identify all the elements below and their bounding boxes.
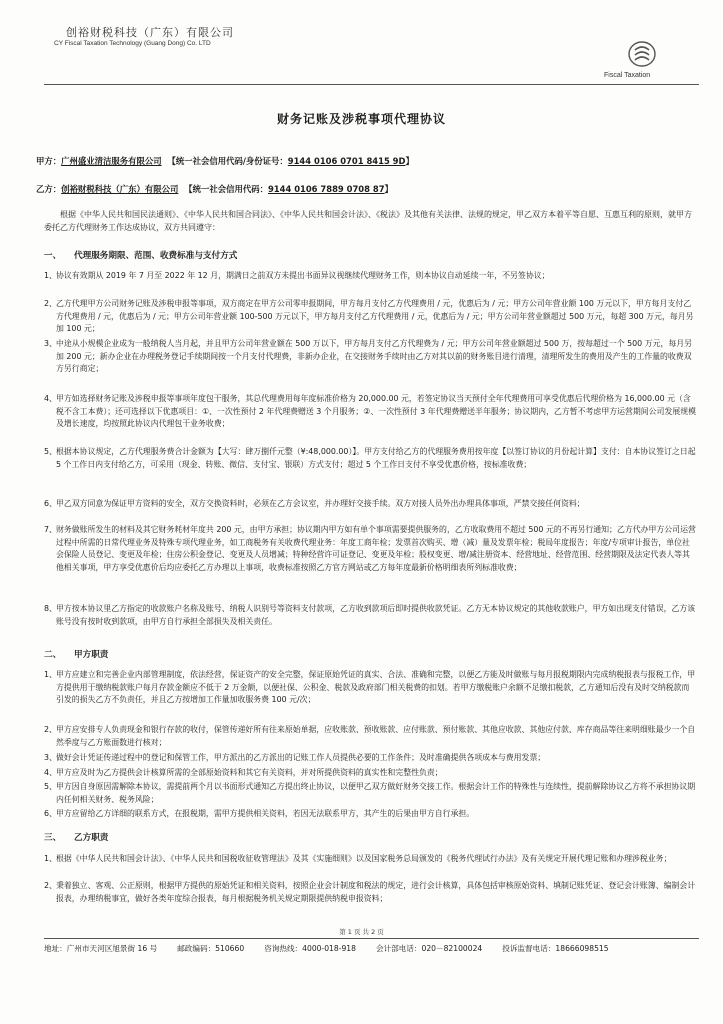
item-number: 4、 — [44, 768, 57, 777]
item-number: 6、 — [44, 499, 57, 508]
item-text: 秉着独立、客观、公正原则，根据甲方提供的原始凭证和相关资料，按照企业会计制度和税法的规定，进行会计核算，具体包括审核原始资料、填制记账凭证、登记会计账簿、编制会计报表，办理纳税事宜，做好各类年度综合报表，每月根据税务机关规定期限提供纳税申报资料； — [56, 881, 696, 903]
document-title: 财务记账及涉税事项代理协议 — [276, 112, 446, 126]
party-a-label: 甲方： — [36, 156, 62, 166]
item-text: 中途从小规模企业成为一般纳税人当月起，并且甲方公司年营业额在 500 万以下，甲方每月支付乙方代理费为 / 元；甲方公司年营业额超过 500 万，按每超过一个 500 万元，每月另加 200 元；新办企业在办理税务登记手续期间按一个月支付代理费，非新办企业，在交接财务手续时由乙方对其以前的财务账目进行清理，清理所发生的费用及产生的工作量的收费双方另行商定； — [56, 339, 693, 374]
item-number: 3、 — [44, 753, 57, 762]
party-a-code-end: 】 — [405, 156, 414, 166]
header-company-cn: 创裕财税科技（广东）有限公司 — [66, 26, 234, 39]
party-b-code-end: 】 — [384, 184, 393, 194]
header-company-en: CY Fiscal Taxation Technology (Guang Dong) Co. LTD — [54, 40, 211, 47]
section-1-item-7 — [44, 524, 696, 574]
section-3-title: 乙方职责 — [74, 833, 109, 843]
footer — [44, 943, 629, 954]
footer-address: 地址：广州市天河区旭景街 16 号 — [44, 944, 158, 953]
section-1-item-3 — [44, 338, 696, 376]
item-number: 1、 — [44, 271, 57, 280]
section-1-heading — [44, 249, 237, 261]
intro-paragraph: 根据《中华人民共和国民法通则》、《中华人民共和国合同法》、《中华人民共和国会计法》、《税法》及其他有关法律、法规的规定，甲乙双方本着平等自愿、互惠互利的原则，就甲方委托乙方代理财务工作达成协议，双方共同遵守： — [44, 210, 692, 232]
party-a-name: 广州盛业清洁服务有限公司 — [61, 156, 162, 166]
section-1-item-2 — [44, 298, 696, 336]
item-number: 5、 — [44, 447, 57, 456]
section-2-item-5 — [44, 781, 696, 806]
section-1-item-6 — [44, 498, 696, 511]
item-number: 4、 — [44, 394, 57, 403]
section-1-item-1 — [44, 270, 696, 283]
section-1-item-5 — [44, 446, 696, 471]
item-number: 1、 — [44, 670, 57, 679]
footer-divider — [44, 938, 699, 939]
item-number: 6、 — [44, 809, 57, 818]
section-2-title: 甲方职责 — [74, 650, 109, 660]
item-text: 甲方应留给乙方详细的联系方式，在报税期，需甲方提供相关资料，若因无法联系甲方，其产生的后果由甲方自行承担。 — [56, 809, 475, 818]
item-text: 根据本协议规定，乙方代理服务费合计金额为【大写：肆万捌仟元整（¥:48,000.00）】。甲方支付给乙方的代理服务费用按年度【以签订协议的月份起计算】支付：自本协议签订之日起 5 个工作日内支付给乙方，可采用（现金、转账、微信、支付宝、银联）方式支付；超过 5 个工作日支付不享受优惠价格，按标准收费； — [56, 447, 696, 469]
party-b-name: 创裕财税科技（广东）有限公司 — [61, 184, 179, 194]
item-text: 根据《中华人民共和国会计法》、《中华人民共和国税收征收管理法》及其《实施细则》以及国家税务总局颁发的《税务代理试行办法》及有关规定开展代理记账和办理涉税业务； — [56, 854, 672, 863]
section-2-item-4 — [44, 767, 696, 780]
item-text: 财务做账所发生的材料及其它财务耗材年度共 200 元，由甲方承担；协议期内甲方如有单个事项需要提供服务的，乙方收取费用不超过 500 元的不再另行通知；乙方代办甲方公司运营过程中所需的日常代理业务及特殊专项代理业务，如工商税务有关收费代理业务：年度工商年检；发票首次购买、增（减）量及发票年检；税局年度报告；年度/专项审计报告，单位社会保险人员登记、变更及年检；住房公积金登记、变更及人员增减；特种经营许可证登记、变更及年检；股权变更、增/减注册资本、经营地址、经营范围、经营期限及法定代表人等其他相关事项，甲方享受优惠价后均应委托乙方办理以上事项，收费标准按照乙方官方网站或乙方每年度最新价格明细表所列标准收费； — [56, 525, 696, 572]
section-1-num: 一、 — [44, 251, 62, 261]
section-2-item-6 — [44, 808, 696, 821]
section-1-title: 代理服务期限、范围、收费标准与支付方式 — [74, 251, 238, 261]
party-b — [36, 183, 393, 195]
item-number: 1、 — [44, 854, 57, 863]
item-number: 2、 — [44, 881, 57, 890]
section-2-item-2 — [44, 724, 696, 749]
item-text: 甲方如选择财务记账及涉税申报等事项年度包干服务，其总代理费用每年度标准价格为 20,000.00 元，若签定协议当天预付全年代理费用可享受优惠后代理价格为 16,000.00 元（含税不含工本费）；还可选择以下优惠项目：①、一次性预付 2 年代理费赠送 3 个月服务；②、一次性预付 3 年代理费赠送半年服务；协议期内，乙方暂不考虑甲方运营期间公司发展规模及增长速度，均按照此协议内代理包干业务收费； — [56, 394, 697, 429]
party-a-code: 9144 0106 0701 8415 9D — [287, 156, 406, 166]
section-1-item-4 — [44, 393, 696, 431]
item-text: 甲方应安排专人负责现金和银行存款的收付，保管传递好所有往来原始单据，应收账款、预收账款、应付账款、预付账款、其他应收款、其他应付款、库存商品等往来明细账最少一个自然季度与乙方账面数进行核对； — [56, 725, 696, 747]
item-text: 甲乙双方同意为保证甲方资料的安全，双方交换资料时，必须在乙方会议室，并办理好交接手续。双方对接人员外出办理具体事项，严禁交接任何资料； — [56, 499, 585, 508]
footer-postcode: 邮政编码：510660 — [177, 944, 245, 953]
page-number: 第 1 页 共 2 页 — [339, 928, 384, 936]
logo-text: Fiscal Taxation — [604, 72, 651, 79]
section-2-item-3 — [44, 752, 696, 765]
item-text: 甲方按本协议里乙方指定的收款账户名称及账号、纳税人识别号等资料支付款项，乙方收到款项后即时提供收款凭证。乙方无本协议规定的其他收款账户，甲方如出现支付错误，乙方该账号没有按时收到款项，由甲方自行承担全部损失及相关责任。 — [56, 604, 696, 626]
item-number: 7、 — [44, 525, 57, 534]
item-text: 乙方代理甲方公司财务记账及涉税申报等事项，双方商定在甲方公司零申报期间，甲方每月支付乙方代理费用 / 元，优惠后为 / 元；甲方公司年营业额 100 万元以下，甲方每月支付乙方代理费用 / 元，优惠后为 / 元；甲方公司年营业额 100-500 万元以下，甲方每月支付乙方代理费用 / 元，优惠后为 / 元；甲方公司年营业额超过 500 万元，每超 300 万元，每月另加 100 元； — [56, 299, 694, 334]
item-number: 5、 — [44, 782, 57, 791]
item-number: 3、 — [44, 339, 57, 348]
footer-phone: 会计部电话：020－82100024 — [375, 944, 483, 953]
item-number: 2、 — [44, 725, 57, 734]
section-2-num: 二、 — [44, 650, 62, 660]
item-text: 甲方因自身原因需解除本协议，需提前两个月以书面形式通知乙方提出终止协议，以便甲乙双方做好财务交接工作。根据会计工作的特殊性与连续性，提前解除协议乙方将不承担协议期内任何相关财务、税务风险； — [56, 782, 696, 804]
party-b-code-label: 【统一社会信用代码： — [184, 184, 268, 194]
section-2-item-1 — [44, 669, 696, 707]
section-3-heading — [44, 831, 108, 843]
item-text: 甲方应及时为乙方提供会计核算所需的全部原始资料和其它有关资料，并对所提供资料的真实性和完整性负责； — [56, 768, 443, 777]
header-divider — [44, 84, 699, 85]
party-a-code-label: 【统一社会信用代码/身份证号： — [167, 156, 288, 166]
section-3-num: 三、 — [44, 833, 62, 843]
item-number: 2、 — [44, 299, 57, 308]
party-b-code: 9144 0106 7889 0708 87 — [267, 184, 385, 194]
section-3-item-2 — [44, 880, 696, 905]
footer-complaint: 投诉监督电话：18666098515 — [502, 944, 609, 953]
party-b-label: 乙方： — [36, 184, 62, 194]
section-3-item-1 — [44, 853, 696, 866]
item-text: 协议有效期从 2019 年 7 月至 2022 年 12 月，期满日之前双方未提出书面异议视继续代理财务工作，则本协议自动延续一年，不另签协议； — [56, 271, 550, 280]
section-1-item-8 — [44, 603, 696, 628]
item-number: 8、 — [44, 604, 57, 613]
section-2-heading — [44, 648, 108, 660]
footer-hotline: 咨询热线：4000-018-918 — [264, 944, 356, 953]
party-a — [36, 155, 414, 167]
item-text: 甲方应建立和完善企业内部管理制度，依法经营，保证资产的安全完整，保证原始凭证的真实、合法、准确和完整，以便乙方能及时做账与每月报税期限内完成纳税报表与报税工作，甲方提供用于缴纳税款账户每月存款金额应不低于 2 万金额，以便社保、公积金、税款及政府部门相关税费的扣划。若甲方缴税账户余额不足缴扣税款，乙方通知后没有及时交纳税款而引发的损失乙方不负责任，并且乙方按增加工作量加收服务费 100 元/次； — [56, 670, 696, 705]
item-text: 做好会计凭证传递过程中的登记和保管工作，甲方派出的乙方派出的记账工作人员提供必要的工作条件；及时准确提供各项成本与费用发票； — [56, 753, 546, 762]
